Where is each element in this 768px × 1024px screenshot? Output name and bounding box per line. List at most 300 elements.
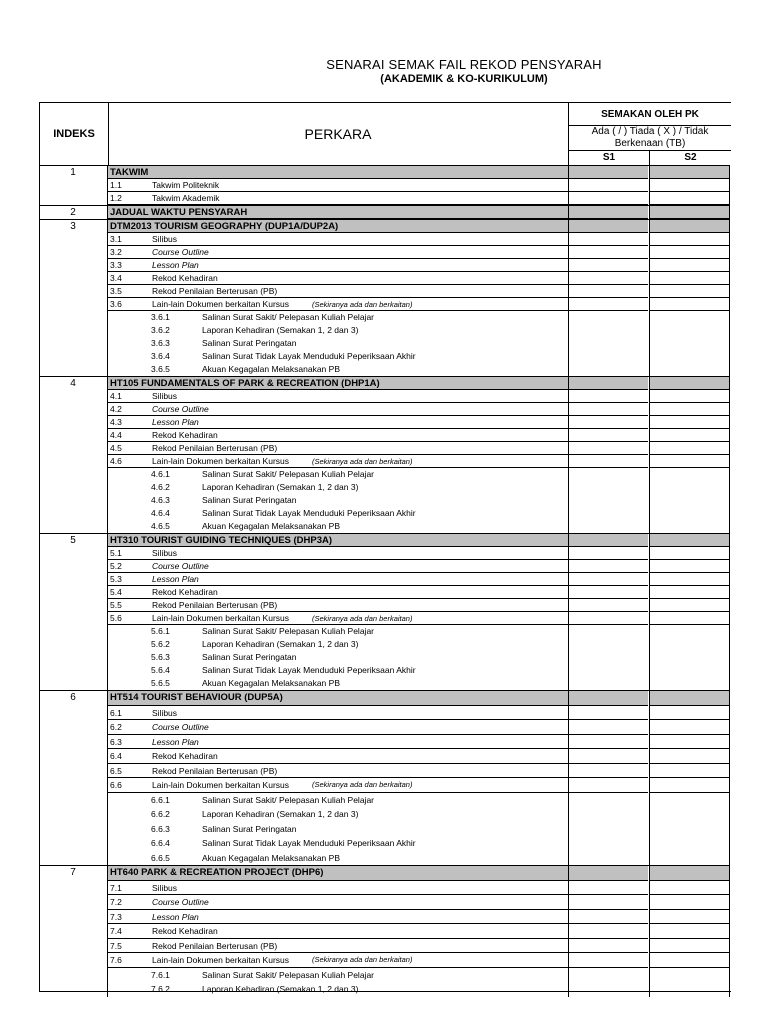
section-title: TAKWIM [110, 167, 149, 178]
subitem-number: 4.6.2 [151, 482, 170, 492]
check-cell-s2[interactable] [649, 520, 730, 533]
subitem-cell [107, 363, 569, 376]
item-cell [107, 455, 568, 468]
check-cell-s1[interactable] [568, 233, 648, 246]
item-cell [107, 881, 568, 896]
check-cell-s1[interactable] [568, 586, 648, 599]
check-cell-s1[interactable] [568, 481, 648, 494]
check-cell-s2[interactable] [649, 272, 730, 285]
checklist-subitem-row [39, 363, 730, 376]
checklist-item-row [39, 778, 730, 793]
check-cell-s2[interactable] [649, 220, 730, 233]
check-cell-s1[interactable] [568, 442, 648, 455]
subitem-cell [107, 468, 569, 481]
check-cell-s1[interactable] [568, 285, 648, 298]
check-cell-s2[interactable] [649, 677, 730, 690]
check-cell-s1[interactable] [568, 924, 648, 939]
check-cell-s2[interactable] [649, 735, 730, 750]
check-cell-s1[interactable] [568, 778, 648, 793]
item-number: 5.6 [110, 613, 122, 623]
check-cell-s2[interactable] [649, 192, 730, 205]
check-cell-s2[interactable] [649, 285, 730, 298]
check-cell-s2[interactable] [649, 206, 730, 219]
item-label: Rekod Kehadiran [152, 751, 218, 761]
check-cell-s2[interactable] [649, 706, 730, 721]
item-note: (Sekiranya ada dan berkaitan) [312, 300, 413, 309]
checklist-item-row [39, 442, 730, 455]
checklist-subitem-row [39, 494, 730, 507]
subitem-label: Akuan Kegagalan Melaksanakan PB [202, 852, 340, 863]
item-number: 4.4 [110, 430, 122, 440]
subitem-cell [107, 982, 569, 997]
check-cell-s1[interactable] [568, 363, 648, 376]
check-cell-s2[interactable] [649, 749, 730, 764]
checklist-subitem-row [39, 468, 730, 481]
section-title-cell [107, 691, 568, 706]
check-cell-s1[interactable] [568, 416, 648, 429]
item-label: Rekod Penilaian Berterusan (PB) [152, 765, 278, 776]
subitem-number: 4.6.1 [151, 469, 170, 479]
checklist-subitem-row [39, 651, 730, 664]
check-cell-s2[interactable] [649, 895, 730, 910]
checklist-subitem-row [39, 507, 730, 520]
check-cell-s1[interactable] [568, 534, 648, 547]
item-label: Course Outline [152, 722, 209, 732]
check-cell-s2[interactable] [649, 233, 730, 246]
section-index: 5 [70, 535, 76, 546]
check-cell-s2[interactable] [649, 764, 730, 779]
subitem-label: Salinan Surat Tidak Layak Menduduki Peperiksaan Akhir [202, 838, 416, 848]
subitem-label: Salinan Surat Tidak Layak Menduduki Peperiksaan Akhir [202, 508, 416, 518]
item-label: Silibus [152, 391, 178, 401]
check-cell-s2[interactable] [649, 455, 730, 468]
check-cell-s1[interactable] [568, 179, 648, 192]
check-cell-s1[interactable] [568, 953, 648, 968]
subitem-cell [107, 638, 569, 651]
check-cell-s1[interactable] [568, 677, 648, 690]
checklist-item-row [39, 233, 730, 246]
subitem-label: Salinan Surat Peringatan [202, 495, 297, 505]
check-cell-s1[interactable] [568, 764, 648, 779]
check-cell-s2[interactable] [649, 612, 730, 625]
checklist-subitem-row [39, 822, 730, 837]
check-cell-s2[interactable] [649, 259, 730, 272]
item-cell [107, 895, 568, 910]
item-number: 7.3 [110, 911, 122, 922]
check-cell-s1[interactable] [568, 272, 648, 285]
check-cell-s2[interactable] [649, 939, 730, 954]
subitem-cell [107, 968, 569, 983]
item-cell [107, 192, 568, 205]
check-cell-s1[interactable] [568, 866, 648, 881]
check-cell-s2[interactable] [649, 982, 730, 997]
checklist-item-row [39, 612, 730, 625]
check-cell-s1[interactable] [568, 939, 648, 954]
subitem-label: Laporan Kehadiran (Semakan 1, 2 dan 3) [202, 809, 359, 819]
checklist-item-row [39, 285, 730, 298]
checklist-subitem-row [39, 337, 730, 350]
item-label: Lesson Plan [152, 260, 199, 270]
subitem-cell [107, 625, 569, 638]
check-cell-s2[interactable] [649, 836, 730, 851]
check-cell-s1[interactable] [568, 720, 648, 735]
checklist-item-row [39, 179, 730, 192]
check-cell-s2[interactable] [649, 507, 730, 520]
item-label: Silibus [152, 882, 178, 893]
check-cell-s2[interactable] [649, 720, 730, 735]
item-label: Silibus [152, 548, 178, 558]
section-index: 3 [70, 221, 76, 232]
item-cell [107, 403, 568, 416]
check-cell-s2[interactable] [649, 968, 730, 983]
checklist-item-row [39, 192, 730, 205]
checklist-subitem-row [39, 968, 730, 983]
checklist-item-row [39, 764, 730, 779]
status-legend [569, 126, 731, 151]
check-cell-s1[interactable] [568, 259, 648, 272]
item-number: 4.6 [110, 456, 122, 466]
checklist-subitem-row [39, 851, 730, 866]
section-index: 1 [70, 167, 76, 178]
checklist-subitem-row [39, 625, 730, 638]
item-cell [107, 416, 568, 429]
subitem-number: 6.6.4 [151, 838, 170, 848]
section-header-row [39, 690, 730, 706]
check-cell-s2[interactable] [649, 793, 730, 808]
section-index: 4 [70, 378, 76, 389]
check-cell-s1[interactable] [568, 350, 648, 363]
subitem-label: Salinan Surat Sakit/ Pelepasan Kuliah Pelajar [202, 469, 374, 479]
check-cell-s2[interactable] [649, 881, 730, 896]
check-cell-s1[interactable] [568, 429, 648, 442]
check-cell-s1[interactable] [568, 573, 648, 586]
subitem-label: Salinan Surat Sakit/ Pelepasan Kuliah Pelajar [202, 626, 374, 636]
item-number: 6.4 [110, 751, 122, 761]
check-cell-s1[interactable] [568, 166, 648, 179]
check-cell-s1[interactable] [568, 337, 648, 350]
item-number: 6.1 [110, 707, 122, 718]
subitem-cell [107, 324, 569, 337]
section-title-cell [107, 866, 568, 881]
item-note: (Sekiranya ada dan berkaitan) [312, 614, 413, 623]
check-cell-s2[interactable] [649, 560, 730, 573]
item-number: 7.4 [110, 926, 122, 936]
item-cell [107, 259, 568, 272]
check-cell-s1[interactable] [568, 311, 648, 324]
check-cell-s2[interactable] [649, 586, 730, 599]
subitem-cell [107, 494, 569, 507]
check-cell-s2[interactable] [649, 625, 730, 638]
item-label: Rekod Penilaian Berterusan (PB) [152, 940, 278, 951]
check-cell-s1[interactable] [568, 836, 648, 851]
check-cell-s1[interactable] [568, 895, 648, 910]
check-cell-s1[interactable] [568, 494, 648, 507]
subitem-number: 5.6.3 [151, 652, 170, 662]
check-cell-s2[interactable] [649, 324, 730, 337]
item-cell [107, 586, 568, 599]
item-number: 5.1 [110, 548, 122, 558]
check-cell-s2[interactable] [649, 468, 730, 481]
check-cell-s2[interactable] [649, 691, 730, 706]
item-label: Lesson Plan [152, 574, 199, 584]
check-cell-s2[interactable] [649, 377, 730, 390]
subitem-number: 3.6.1 [151, 312, 170, 322]
item-label: Course Outline [152, 561, 209, 571]
item-cell [107, 429, 568, 442]
check-cell-s1[interactable] [568, 403, 648, 416]
check-cell-s1[interactable] [568, 881, 648, 896]
document-subtitle: (AKADEMIK & KO-KURIKULUM) [380, 73, 548, 85]
check-cell-s1[interactable] [568, 749, 648, 764]
subitem-cell [107, 337, 569, 350]
check-cell-s2[interactable] [649, 298, 730, 311]
item-label: Rekod Kehadiran [152, 926, 218, 936]
section-index: 2 [70, 207, 76, 218]
subitem-number: 7.6.1 [151, 969, 170, 980]
subitem-number: 6.6.2 [151, 809, 170, 819]
check-cell-s1[interactable] [568, 793, 648, 808]
check-cell-s1[interactable] [568, 377, 648, 390]
check-cell-s1[interactable] [568, 192, 648, 205]
check-cell-s2[interactable] [649, 429, 730, 442]
checklist-subitem-row [39, 520, 730, 533]
check-cell-s2[interactable] [649, 166, 730, 179]
check-cell-s1[interactable] [568, 822, 648, 837]
item-label: Takwim Akademik [152, 193, 220, 203]
checklist-item-row [39, 272, 730, 285]
subitem-cell [107, 481, 569, 494]
item-label: Rekod Penilaian Berterusan (PB) [152, 600, 278, 610]
section-title: JADUAL WAKTU PENSYARAH [110, 207, 248, 218]
check-cell-s2[interactable] [649, 651, 730, 664]
check-cell-s2[interactable] [649, 664, 730, 677]
check-cell-s2[interactable] [649, 403, 730, 416]
checklist-item-row [39, 586, 730, 599]
subitem-number: 7.6.2 [151, 984, 170, 994]
item-number: 1.2 [110, 193, 122, 203]
item-cell [107, 272, 568, 285]
checklist-item-row [39, 416, 730, 429]
subitem-cell [107, 851, 569, 866]
check-cell-s2[interactable] [649, 246, 730, 259]
check-cell-s1[interactable] [568, 910, 648, 925]
check-cell-s1[interactable] [568, 691, 648, 706]
subitem-number: 6.6.3 [151, 823, 170, 834]
check-cell-s2[interactable] [649, 851, 730, 866]
section-title: HT310 TOURIST GUIDING TECHNIQUES (DHP3A) [110, 535, 333, 546]
item-note: (Sekiranya ada dan berkaitan) [312, 780, 413, 789]
subitem-label: Salinan Surat Tidak Layak Menduduki Peperiksaan Akhir [202, 665, 416, 675]
check-cell-s1[interactable] [568, 664, 648, 677]
subitem-label: Salinan Surat Peringatan [202, 338, 297, 348]
subitem-label: Salinan Surat Sakit/ Pelepasan Kuliah Pelajar [202, 312, 374, 322]
subitem-label: Akuan Kegagalan Melaksanakan PB [202, 364, 340, 374]
item-number: 1.1 [110, 180, 122, 190]
check-cell-s1[interactable] [568, 706, 648, 721]
check-cell-s2[interactable] [649, 363, 730, 376]
check-cell-s2[interactable] [649, 953, 730, 968]
subitem-cell [107, 507, 569, 520]
check-cell-s1[interactable] [568, 507, 648, 520]
item-label: Rekod Kehadiran [152, 273, 218, 283]
subitem-label: Akuan Kegagalan Melaksanakan PB [202, 678, 340, 688]
check-cell-s2[interactable] [649, 442, 730, 455]
item-cell [107, 246, 568, 259]
item-cell [107, 706, 568, 721]
item-number: 6.3 [110, 736, 122, 747]
check-cell-s2[interactable] [649, 547, 730, 560]
item-label: Lesson Plan [152, 417, 199, 427]
check-cell-s1[interactable] [568, 982, 648, 997]
item-label: Lain-lain Dokumen berkaitan Kursus [152, 456, 290, 466]
item-note: (Sekiranya ada dan berkaitan) [312, 955, 413, 964]
subitem-number: 5.6.1 [151, 626, 170, 636]
check-cell-s1[interactable] [568, 547, 648, 560]
item-cell [107, 778, 568, 793]
item-cell [107, 285, 568, 298]
check-cell-s2[interactable] [649, 337, 730, 350]
check-cell-s1[interactable] [568, 968, 648, 983]
subitem-label: Akuan Kegagalan Melaksanakan PB [202, 521, 340, 531]
subitem-label: Salinan Surat Tidak Layak Menduduki Peperiksaan Akhir [202, 351, 416, 361]
checklist-item-row [39, 573, 730, 586]
item-cell [107, 735, 568, 750]
check-cell-s1[interactable] [568, 851, 648, 866]
check-cell-s2[interactable] [649, 822, 730, 837]
item-cell [107, 390, 568, 403]
item-number: 7.2 [110, 897, 122, 907]
checklist-item-row [39, 720, 730, 735]
item-cell [107, 910, 568, 925]
subitem-number: 3.6.5 [151, 364, 170, 374]
item-label: Rekod Kehadiran [152, 587, 218, 597]
item-label: Silibus [152, 234, 178, 244]
subitem-cell [107, 822, 569, 837]
item-cell [107, 599, 568, 612]
checklist-item-row [39, 881, 730, 896]
item-label: Lesson Plan [152, 911, 199, 922]
subitem-cell [107, 350, 569, 363]
check-cell-s2[interactable] [649, 778, 730, 793]
subitem-number: 5.6.4 [151, 665, 170, 675]
item-number: 3.2 [110, 247, 122, 257]
checklist-item-row [39, 895, 730, 910]
subitem-cell [107, 677, 569, 690]
column-header-perkara: PERKARA [108, 103, 569, 165]
item-label: Takwim Politeknik [152, 180, 220, 190]
check-cell-s1[interactable] [568, 735, 648, 750]
column-header-s2: S2 [684, 152, 697, 163]
subitem-label: Salinan Surat Peringatan [202, 823, 297, 834]
check-cell-s1[interactable] [568, 455, 648, 468]
checklist-item-row [39, 599, 730, 612]
check-cell-s2[interactable] [649, 910, 730, 925]
check-cell-s1[interactable] [568, 599, 648, 612]
checklist-subitem-row [39, 982, 730, 997]
subitem-number: 5.6.5 [151, 678, 170, 688]
item-number: 4.3 [110, 417, 122, 427]
subitem-number: 4.6.4 [151, 508, 170, 518]
check-cell-s2[interactable] [649, 179, 730, 192]
item-number: 3.4 [110, 273, 122, 283]
subitem-label: Laporan Kehadiran (Semakan 1, 2 dan 3) [202, 639, 359, 649]
check-cell-s2[interactable] [649, 311, 730, 324]
section-title: HT105 FUNDAMENTALS OF PARK & RECREATION (DHP1A) [110, 378, 380, 389]
section-title-cell [107, 206, 568, 219]
checklist-item-row [39, 455, 730, 468]
column-header-indeks: INDEKS [40, 103, 109, 165]
checklist-item-row [39, 910, 730, 925]
check-cell-s1[interactable] [568, 560, 648, 573]
check-cell-s2[interactable] [649, 638, 730, 651]
checklist-subitem-row [39, 677, 730, 690]
check-cell-s1[interactable] [568, 468, 648, 481]
item-cell [107, 573, 568, 586]
item-label: Lesson Plan [152, 736, 199, 747]
check-cell-s2[interactable] [649, 534, 730, 547]
checklist-item-row [39, 390, 730, 403]
check-cell-s1[interactable] [568, 206, 648, 219]
item-number: 7.5 [110, 940, 122, 951]
check-cell-s2[interactable] [649, 494, 730, 507]
checklist-subitem-row [39, 664, 730, 677]
check-cell-s1[interactable] [568, 638, 648, 651]
check-cell-s1[interactable] [568, 220, 648, 233]
subitem-cell [107, 807, 569, 822]
checklist-item-row [39, 560, 730, 573]
section-index: 7 [70, 867, 76, 878]
check-cell-s2[interactable] [649, 390, 730, 403]
check-cell-s2[interactable] [649, 573, 730, 586]
checklist-item-row [39, 547, 730, 560]
check-cell-s1[interactable] [568, 651, 648, 664]
item-label: Course Outline [152, 404, 209, 414]
check-cell-s1[interactable] [568, 625, 648, 638]
check-cell-s2[interactable] [649, 924, 730, 939]
section-header-row [39, 165, 730, 179]
subitem-number: 5.6.2 [151, 639, 170, 649]
check-cell-s1[interactable] [568, 390, 648, 403]
check-cell-s1[interactable] [568, 246, 648, 259]
item-cell [107, 939, 568, 954]
check-cell-s2[interactable] [649, 599, 730, 612]
item-number: 3.3 [110, 260, 122, 270]
check-cell-s1[interactable] [568, 324, 648, 337]
subitem-number: 6.6.1 [151, 794, 170, 805]
checklist-subitem-row [39, 324, 730, 337]
check-cell-s1[interactable] [568, 298, 648, 311]
check-cell-s1[interactable] [568, 807, 648, 822]
subitem-label: Laporan Kehadiran (Semakan 1, 2 dan 3) [202, 984, 359, 994]
check-cell-s2[interactable] [649, 481, 730, 494]
checklist-subitem-row [39, 793, 730, 808]
subitem-number: 4.6.3 [151, 495, 170, 505]
checklist-item-row [39, 924, 730, 939]
column-header-semakan: SEMAKAN OLEH PK [569, 103, 731, 126]
item-label: Lain-lain Dokumen berkaitan Kursus [152, 299, 290, 309]
item-label: Course Outline [152, 247, 209, 257]
check-cell-s2[interactable] [649, 416, 730, 429]
item-number: 3.5 [110, 286, 122, 296]
checklist-subitem-row [39, 638, 730, 651]
check-cell-s1[interactable] [568, 520, 648, 533]
check-cell-s1[interactable] [568, 612, 648, 625]
subitem-number: 3.6.4 [151, 351, 170, 361]
check-cell-s2[interactable] [649, 866, 730, 881]
checklist-item-row [39, 953, 730, 968]
check-cell-s2[interactable] [649, 807, 730, 822]
check-cell-s2[interactable] [649, 350, 730, 363]
